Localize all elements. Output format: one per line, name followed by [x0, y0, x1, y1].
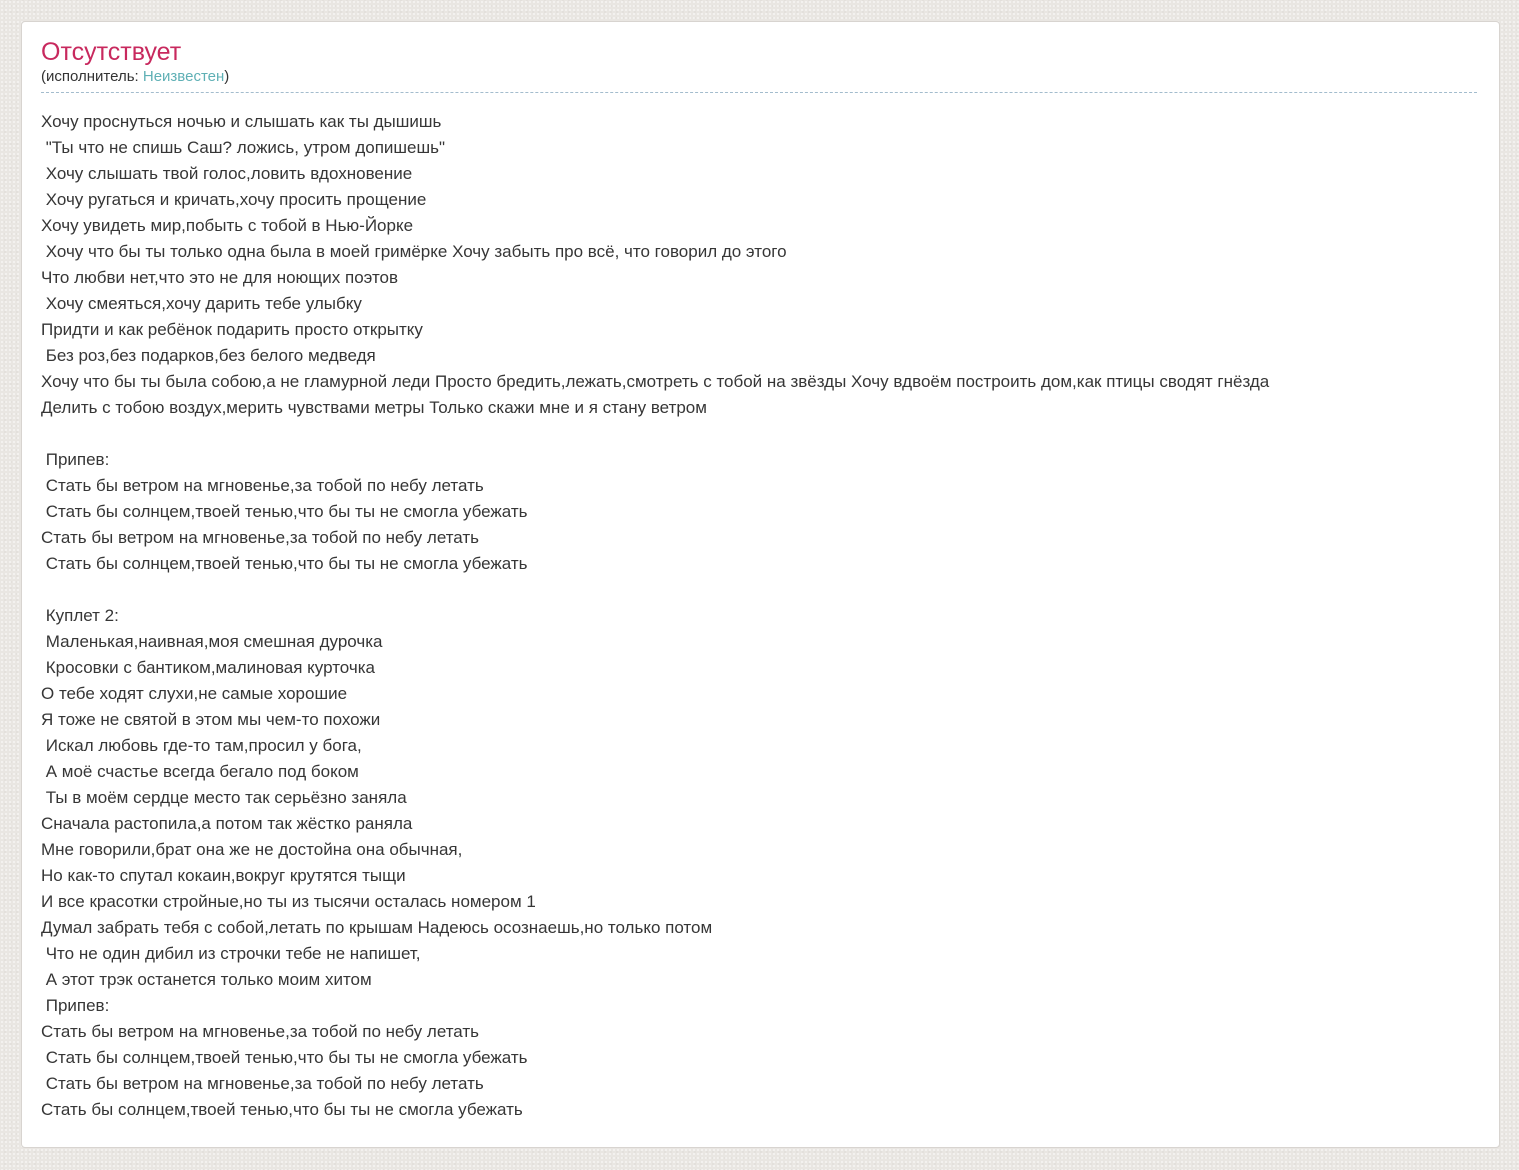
lyric-line: Куплет 2:	[41, 606, 119, 625]
lyric-line: Хочу увидеть мир,побыть с тобой в Нью-Йорке	[41, 216, 414, 235]
lyrics-block	[41, 109, 1477, 1123]
artist-label-suffix: )	[224, 68, 230, 85]
lyric-line: Стать бы солнцем,твоей тенью,что бы ты не смогла убежать	[41, 554, 528, 573]
lyric-line	[41, 421, 1477, 447]
lyric-line: И все красотки стройные,но ты из тысячи осталась номером 1	[41, 892, 536, 911]
lyric-line: Хочу проснуться ночью и слышать как ты дышишь	[41, 112, 442, 131]
song-header	[41, 38, 1477, 93]
lyric-line: Стать бы солнцем,твоей тенью,что бы ты не смогла убежать	[41, 502, 528, 521]
lyric-line: Я тоже не святой в этом мы чем-то похожи	[41, 710, 381, 729]
lyric-line: Думал забрать тебя с собой,летать по крышам Надеюсь осознаешь,но только потом	[41, 918, 713, 937]
lyric-line: Придти и как ребёнок подарить просто открытку	[41, 320, 423, 339]
lyric-line: Сначала растопила,а потом так жёстко раняла	[41, 814, 413, 833]
lyric-line: Припев:	[41, 996, 110, 1015]
lyric-line: О тебе ходят слухи,не самые хорошие	[41, 684, 348, 703]
lyric-line: Что любви нет,что это не для ноющих поэтов	[41, 268, 399, 287]
lyric-line: Но как-то спутал кокаин,вокруг крутятся тыщи	[41, 866, 406, 885]
lyric-line: Хочу что бы ты была собою,а не гламурной леди Просто бредить,лежать,смотреть с тобой на звёзды Хочу вдвоём построить дом,как птицы сводят гнёзда	[41, 372, 1270, 391]
lyric-line: Припев:	[41, 450, 110, 469]
lyric-line: Стать бы солнцем,твоей тенью,что бы ты не смогла убежать	[41, 1048, 528, 1067]
lyric-line: Хочу слышать твой голос,ловить вдохновение	[41, 164, 413, 183]
lyric-line: Стать бы солнцем,твоей тенью,что бы ты не смогла убежать	[41, 1100, 523, 1119]
lyric-line: Стать бы ветром на мгновенье,за тобой по небу летать	[41, 528, 480, 547]
lyric-line: Делить с тобою воздух,мерить чувствами метры Только скажи мне и я стану ветром	[41, 398, 707, 417]
lyric-line: Искал любовь где-то там,просил у бога,	[41, 736, 362, 755]
lyric-line: Хочу смеяться,хочу дарить тебе улыбку	[41, 294, 362, 313]
lyric-line: Без роз,без подарков,без белого медведя	[41, 346, 376, 365]
lyric-line: Стать бы ветром на мгновенье,за тобой по небу летать	[41, 1022, 480, 1041]
lyric-line: "Ты что не спишь Саш? ложись, утром допишешь"	[41, 138, 446, 157]
artist-line	[41, 68, 1477, 86]
artist-link[interactable]: Неизвестен	[142, 68, 225, 85]
page-title: Отсутствует	[41, 38, 182, 66]
artist-label-prefix: (исполнитель:	[41, 68, 143, 85]
lyric-line: Стать бы ветром на мгновенье,за тобой по небу летать	[41, 1074, 484, 1093]
lyric-line: Стать бы ветром на мгновенье,за тобой по небу летать	[41, 476, 484, 495]
lyric-line: Хочу ругаться и кричать,хочу просить прощение	[41, 190, 427, 209]
lyric-line	[41, 577, 1477, 603]
lyric-line: Мне говорили,брат она же не достойна она обычная,	[41, 840, 463, 859]
lyric-line: Ты в моём сердце место так серьёзно заняла	[41, 788, 407, 807]
lyric-line: Что не один дибил из строчки тебе не напишет,	[41, 944, 421, 963]
lyric-line: А моё счастье всегда бегало под боком	[41, 762, 359, 781]
content-panel	[21, 21, 1500, 1148]
lyric-line: Маленькая,наивная,моя смешная дурочка	[41, 632, 383, 651]
lyric-line: Хочу что бы ты только одна была в моей гримёрке Хочу забыть про всё, что говорил до этого	[41, 242, 787, 261]
lyric-line: Кросовки с бантиком,малиновая курточка	[41, 658, 375, 677]
lyric-line: А этот трэк останется только моим хитом	[41, 970, 372, 989]
